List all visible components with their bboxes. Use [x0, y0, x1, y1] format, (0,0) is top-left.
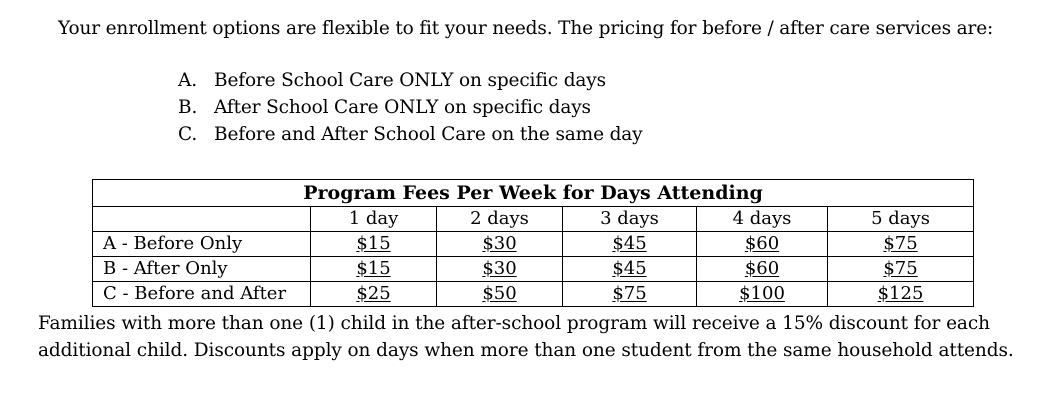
- price-cell: $100: [697, 282, 828, 307]
- price-cell: $50: [437, 282, 563, 307]
- table-header-row: [93, 207, 974, 232]
- table-title-row: [93, 180, 974, 207]
- table-header-empty-cell: [93, 207, 311, 232]
- price-cell: $15: [311, 257, 437, 282]
- price-cell: $45: [563, 232, 697, 257]
- enrollment-options-list: [178, 67, 642, 148]
- table-row: [93, 282, 974, 307]
- price-cell: $45: [563, 257, 697, 282]
- option-text: Before School Care ONLY on specific days: [214, 70, 606, 91]
- column-header: 1 day: [311, 207, 437, 232]
- column-header: 2 days: [437, 207, 563, 232]
- option-text: After School Care ONLY on specific days: [214, 97, 591, 118]
- row-label: A - Before Only: [93, 232, 311, 257]
- table-title: Program Fees Per Week for Days Attending: [93, 180, 974, 207]
- row-label: C - Before and After: [93, 282, 311, 307]
- price-cell: $15: [311, 232, 437, 257]
- price-cell: $30: [437, 257, 563, 282]
- table-row: [93, 257, 974, 282]
- option-item: [178, 94, 642, 121]
- option-letter: C.: [178, 124, 198, 145]
- price-cell: $75: [563, 282, 697, 307]
- discount-note: Families with more than one (1) child in the after-school program will receive a 15% discount for each additional child. Discounts apply on days when more than one student from the same household attends.: [38, 313, 1014, 361]
- price-cell: $75: [828, 232, 974, 257]
- option-letter: B.: [178, 97, 198, 118]
- price-cell: $25: [311, 282, 437, 307]
- program-fees-table: [92, 179, 974, 307]
- option-item: [178, 121, 642, 148]
- column-header: 4 days: [697, 207, 828, 232]
- price-cell: $60: [697, 257, 828, 282]
- price-cell: $30: [437, 232, 563, 257]
- intro-text: Your enrollment options are flexible to fit your needs. The pricing for before / after care services are:: [58, 18, 994, 39]
- row-label: B - After Only: [93, 257, 311, 282]
- price-cell: $125: [828, 282, 974, 307]
- option-text: Before and After School Care on the same day: [214, 124, 643, 145]
- column-header: 5 days: [828, 207, 974, 232]
- option-item: [178, 67, 642, 94]
- price-cell: $75: [828, 257, 974, 282]
- price-cell: $60: [697, 232, 828, 257]
- option-letter: A.: [178, 70, 197, 91]
- table-row: [93, 232, 974, 257]
- column-header: 3 days: [563, 207, 697, 232]
